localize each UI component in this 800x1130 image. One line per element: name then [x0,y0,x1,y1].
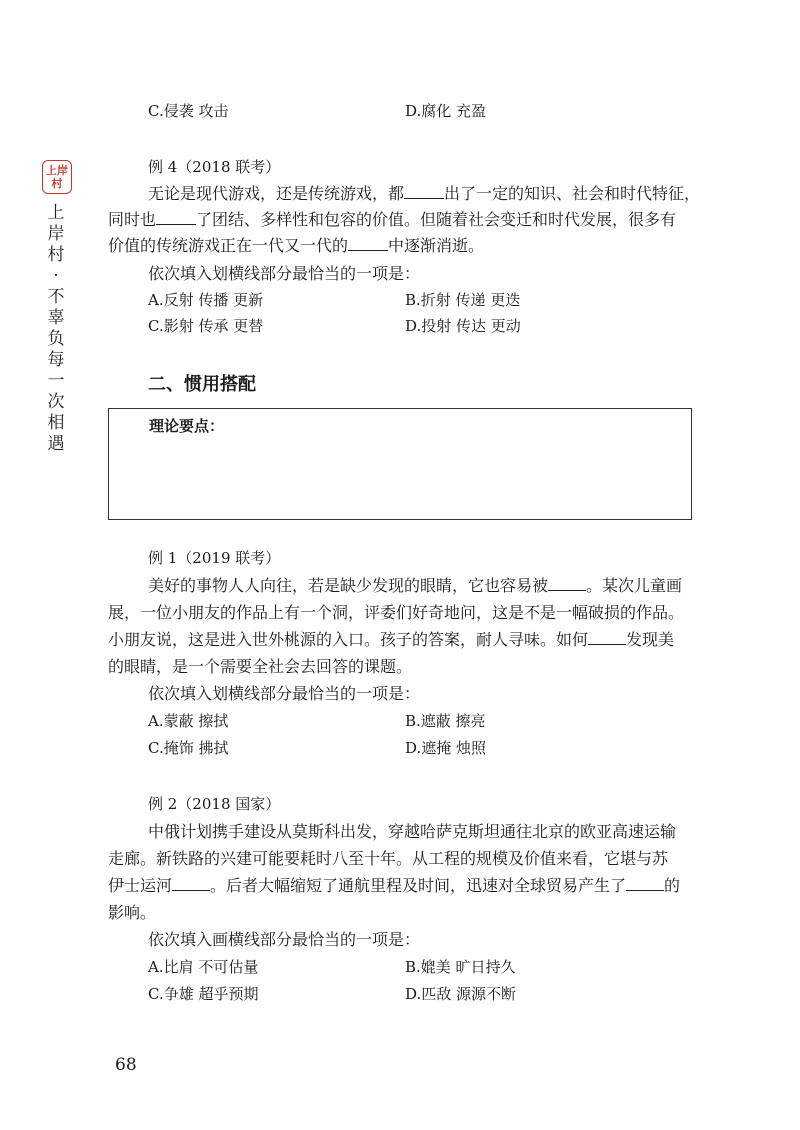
example-2-line-1: 中俄计划携手建设从莫斯科出发，穿越哈萨克斯坦通往北京的欧亚高速运输 [148,822,677,841]
text: 的 [664,876,681,895]
example-1-option-c: C.掩饰 拂拭 [148,739,229,757]
fill-blank [548,576,586,591]
example-1-line-4: 的眼睛，是一个需要全社会去回答的课题。 [108,657,413,676]
text: 美好的事物人人向往，若是缺少发现的眼睛，它也容易被 [148,576,549,595]
example-4-heading: 例 4（2018 联考） [148,158,281,176]
example-4-option-a: A.反射 传播 更新 [148,291,264,309]
example-4-option-d: D.投射 传达 更动 [405,317,521,335]
example-4-line-1 [148,183,700,205]
example-4-line-2 [108,209,676,231]
fill-blank [172,876,210,891]
example-2-option-b: B.媲美 旷日持久 [405,958,516,976]
example-1-heading: 例 1（2019 联考） [148,549,281,567]
section-title: 二、惯用搭配 [148,374,256,395]
option-c-prev: C.侵袭 攻击 [148,102,229,120]
example-2-option-a: A.比肩 不可估量 [148,958,259,976]
example-2-line-4: 影响。 [108,903,157,922]
text: 中逐渐消逝。 [388,236,485,255]
fill-blank [588,630,626,645]
example-1-option-d: D.遮掩 烛照 [405,739,487,757]
fill-blank [626,876,664,891]
example-1-prompt: 依次填入划横线部分最恰当的一项是： [148,684,421,703]
example-1-line-1 [148,575,682,597]
example-1-option-a: A.蒙蔽 擦拭 [148,712,229,730]
example-2-option-c: C.争雄 超乎预期 [148,985,259,1003]
example-2-line-2: 走廊。新铁路的兴建可能要耗时八至十年。从工程的规模及价值来看，它堪与苏 [108,849,669,868]
example-4-option-c: C.影射 传承 更替 [148,317,264,335]
theory-box [108,408,692,520]
example-4-prompt: 依次填入划横线部分最恰当的一项是： [148,264,421,283]
page-number: 68 [115,1055,137,1075]
text: 了团结、多样性和包容的价值。但随着社会变迁和时代发展，很多有 [196,210,677,229]
example-2-prompt: 依次填入画横线部分最恰当的一项是： [148,930,421,949]
text: 发现美 [626,630,675,649]
example-2-line-3 [108,875,680,897]
text: 无论是现代游戏，还是传统游戏，都 [148,184,405,203]
text: 出了一定的知识、社会和时代特征， [444,184,701,203]
text: 小朋友说，这是进入世外桃源的入口。孩子的答案，耐人寻味。如何 [108,630,589,649]
example-1-option-b: B.遮蔽 擦亮 [405,712,486,730]
text: 伊士运河 [108,876,173,895]
example-4-option-b: B.折射 传递 更迭 [405,291,521,309]
example-2-option-d: D.匹敌 源源不断 [405,985,517,1003]
text: 。后者大幅缩短了通航里程及时间，迅速对全球贸易产生了 [210,876,627,895]
example-1-line-3 [108,629,674,651]
text: 。某次儿童画 [586,576,683,595]
fill-blank [348,236,388,251]
fill-blank [156,210,196,225]
fill-blank [404,184,444,199]
text: 同时也 [108,210,157,229]
logo-seal: 上岸村 [42,160,72,194]
example-2-heading: 例 2（2018 国家） [148,795,281,813]
sidebar-slogan: 上岸村·不辜负每一次相遇 [47,203,65,454]
text: 价值的传统游戏正在一代又一代的 [108,236,349,255]
option-d-prev: D.腐化 充盈 [405,102,487,120]
example-1-line-2: 展，一位小朋友的作品上有一个洞，评委们好奇地问，这是不是一幅破损的作品。 [108,603,685,622]
theory-box-title: 理论要点： [149,417,225,435]
example-4-line-3 [108,235,484,257]
